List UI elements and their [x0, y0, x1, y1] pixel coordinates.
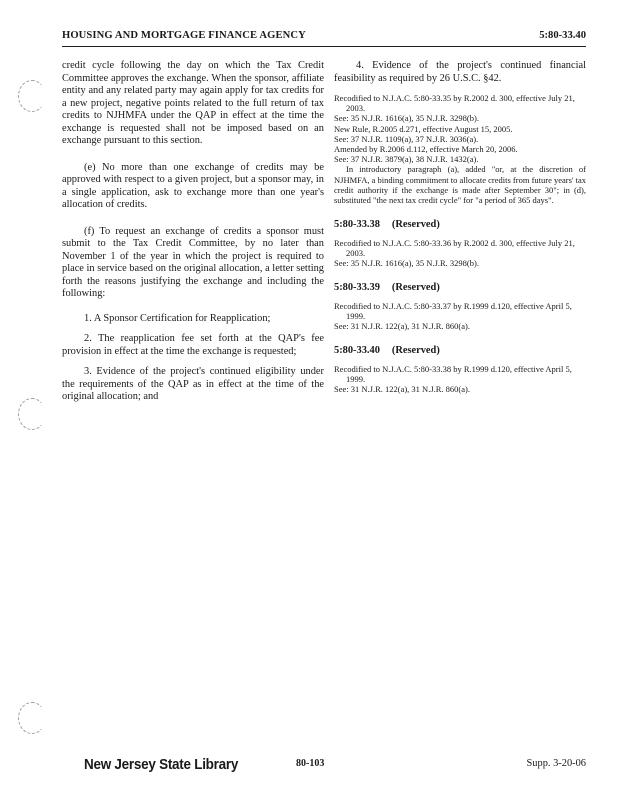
history-line: See: 31 N.J.R. 122(a), 31 N.J.R. 860(a). — [334, 321, 470, 332]
section-number: 5:80-33.40 — [334, 345, 380, 357]
library-stamp: New Jersey State Library — [84, 756, 239, 773]
list-item-4: 4. Evidence of the project's continued financial feasibility as required by 26 U.S.C. §42. — [334, 60, 586, 84]
punch-hole-mark — [18, 702, 46, 734]
paragraph-e: (e) No more than one exchange of credits may be approved with respect to a given project, but a sponsor may, in a single application, ask to exchange more than one year's allocation of credits. — [62, 161, 324, 210]
list-item-2: 2. The reapplication fee set forth at the QAP's fee provision in effect at the time the exchange is requested; — [62, 333, 324, 357]
running-header — [62, 28, 586, 47]
history-line: Recodified to N.J.A.C. 5:80-33.37 by R.1999 d.120, effective April 5, 1999. — [334, 300, 572, 322]
header-section-number: 5:80-33.40 — [539, 30, 586, 41]
history-line: See: 37 N.J.R. 3879(a), 38 N.J.R. 1432(a). — [334, 154, 479, 165]
history-line: Recodified to N.J.A.C. 5:80-33.35 by R.2002 d. 300, effective July 21, 2003. — [334, 93, 575, 114]
history-line: See: 37 N.J.R. 1109(a), 37 N.J.R. 3036(a). — [334, 133, 479, 144]
history-line: See: 35 N.J.R. 1616(a), 35 N.J.R. 3298(b). — [334, 258, 479, 269]
section-history-33-39 — [334, 301, 586, 332]
section-history-33-38 — [334, 238, 586, 269]
section-history-33-40 — [334, 364, 586, 395]
left-column — [62, 60, 324, 404]
right-column — [334, 60, 586, 395]
history-line: Recodified to N.J.A.C. 5:80-33.36 by R.2002 d. 300, effective July 21, 2003. — [334, 237, 575, 258]
list-item-1: 1. A Sponsor Certification for Reapplication; — [84, 312, 271, 324]
section-heading-33-38 — [334, 219, 586, 232]
paragraph-continued: credit cycle following the day on which the Tax Credit Committee approves the exchange. When the sponsor, affiliate entity and any related party may again apply for tax credits for a new project, negative points related to the full return of tax credits to NJHMFA under the QAP in effect at the time the exchange is requested shall not be imposed based on an exchange pursuant to this section. — [62, 60, 324, 146]
history-note: In introductory paragraph (a), added "or, at the discretion of NJHMFA, a binding commitment to allocate credits from future years' tax credit authority if the exchange is made after September 30"; in (d), substituted "the next tax credit cycle" for "a period of 365 days". — [334, 164, 586, 206]
header-agency-title: HOUSING AND MORTGAGE FINANCE AGENCY — [62, 30, 306, 41]
list-item-3: 3. Evidence of the project's continued eligibility under the requirements of the QAP as in effect at the time of the original allocation; and — [62, 366, 324, 402]
punch-hole-mark — [18, 80, 46, 112]
section-title: (Reserved) — [391, 282, 440, 294]
history-line: See: 35 N.J.R. 1616(a), 35 N.J.R. 3298(b). — [334, 113, 479, 124]
paragraph-f: (f) To request an exchange of credits a sponsor must submit to the Tax Credit Committee, by no later than November 1 of the year in which the project is required to place in service based on the original allocation, a letter setting forth the reasons justifying the exchange and including the following: — [62, 225, 324, 299]
section-heading-33-39 — [334, 282, 586, 295]
history-line: Amended by R.2006 d.112, effective March 20, 2006. — [334, 144, 518, 155]
section-number: 5:80-33.38 — [334, 219, 380, 231]
history-line: See: 31 N.J.R. 122(a), 31 N.J.R. 860(a). — [334, 384, 470, 395]
section-heading-33-40 — [334, 345, 586, 358]
punch-hole-mark — [18, 398, 46, 430]
section-number: 5:80-33.39 — [334, 282, 380, 294]
history-line: Recodified to N.J.A.C. 5:80-33.38 by R.1999 d.120, effective April 5, 1999. — [334, 363, 572, 385]
supplement-date: Supp. 3-20-06 — [526, 758, 586, 769]
section-title: (Reserved) — [391, 345, 440, 357]
source-history-block — [334, 93, 586, 205]
page-number: 80-103 — [296, 758, 325, 769]
section-title: (Reserved) — [391, 219, 440, 231]
history-line: New Rule, R.2005 d.271, effective August 15, 2005. — [334, 123, 513, 134]
